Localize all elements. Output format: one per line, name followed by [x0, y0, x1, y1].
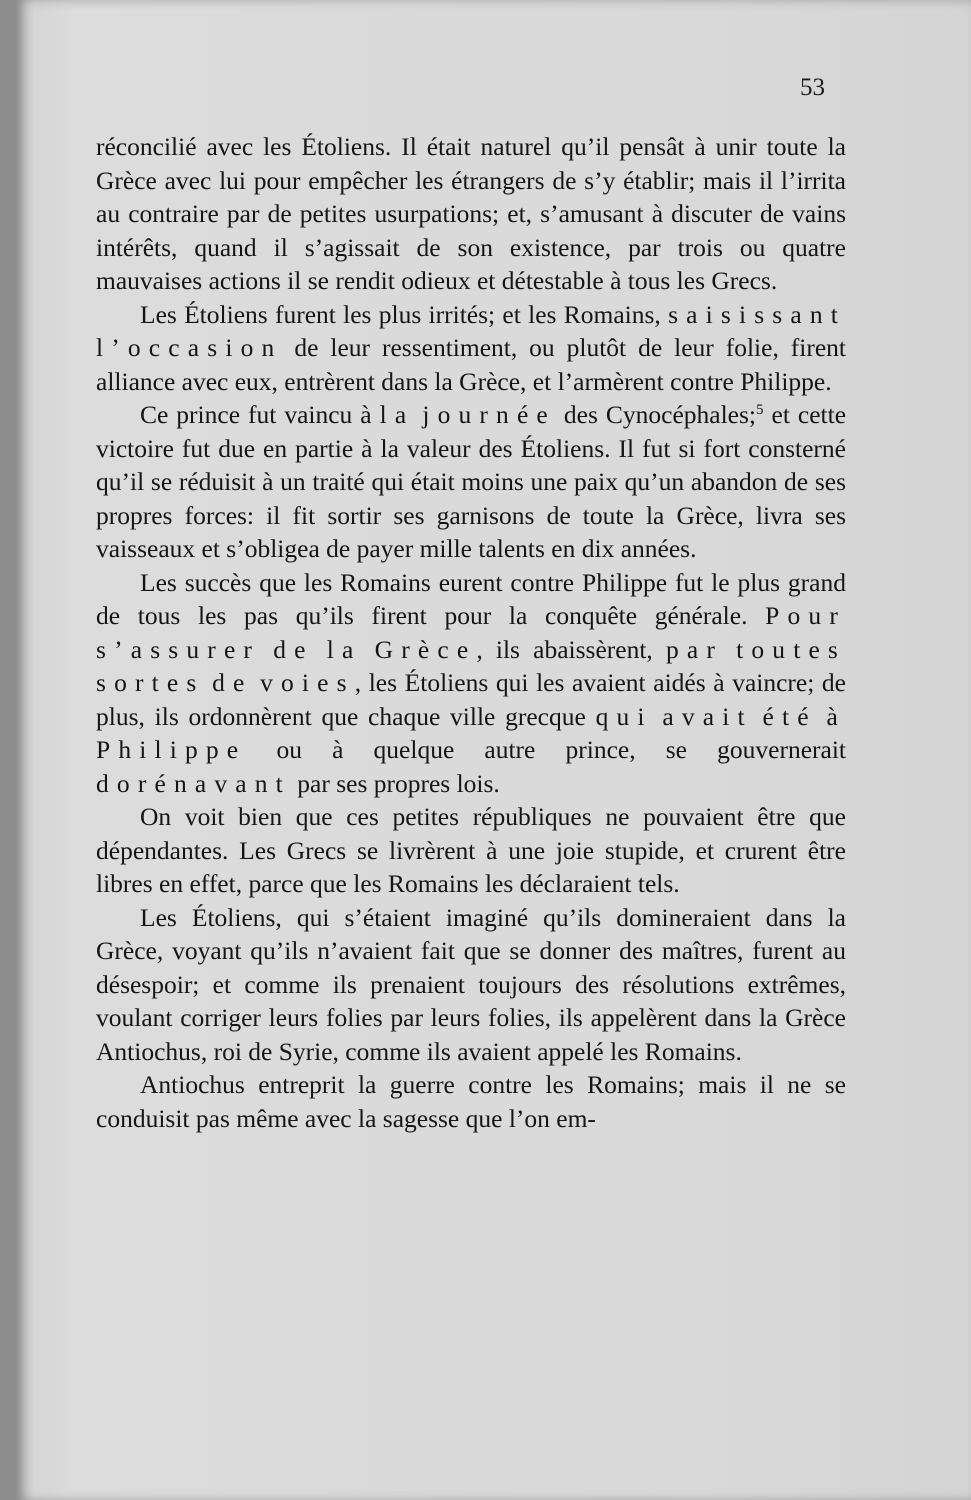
text-run: Les Étoliens, qui s’étaient imaginé qu’ils domineraient dans la Grèce, voyant qu’ils n’avaient fait que se donner des maîtres, furent au désespoir; et comme ils prenaient toujours des résolutions extrêmes, voulant corriger leurs folies par leurs folies, ils appelèrent dans la Grèce Antiochus, roi de Syrie, comme ils avaient appelé les Romains.	[96, 902, 846, 1066]
text-run	[314, 635, 327, 664]
text-run: des Cynocéphales;	[555, 400, 757, 429]
text-run	[723, 635, 736, 664]
spaced-emphasis: l’occasion	[96, 333, 283, 362]
spaced-emphasis: saisissant	[668, 299, 846, 329]
spaced-emphasis: voies	[260, 668, 355, 697]
text-run	[252, 668, 260, 697]
spaced-emphasis: dorénavant	[96, 768, 291, 798]
book-page	[16, 0, 971, 1500]
spaced-emphasis: avait	[662, 701, 753, 731]
footnote-ref: 5	[756, 402, 764, 418]
spaced-emphasis: s’assurer	[96, 634, 261, 664]
text-run: de leur ressentiment, ou plutôt de leur folie, firent alliance avec eux, entrèrent dans la Grèce, et l’armèrent contre Philippe.	[96, 333, 846, 396]
text-run: , ils abaissèrent,	[476, 634, 666, 664]
spaced-emphasis: Philippe	[96, 735, 247, 764]
spaced-emphasis: toutes	[736, 634, 847, 664]
paragraph	[96, 1068, 846, 1135]
text-run: On voit bien que ces petites républiques ne pouvaient être que dépendantes. Les Grecs se livrèrent à une joie stupide, et crurent être libres en effet, parce que les Romains les déclaraient tels.	[96, 802, 846, 898]
spaced-emphasis: la	[379, 400, 415, 429]
spaced-emphasis: journée	[422, 400, 556, 429]
text-run	[362, 635, 375, 664]
text-run	[653, 702, 663, 731]
text-run	[204, 668, 212, 697]
text-run: , les Étoliens qui les avaient aidés à vaincre; de plus, ils ordonnèrent que chaque ville grecque	[96, 668, 847, 731]
text-run: Antiochus entreprit la guerre contre les Romains; mais il ne se conduisit pas même avec la sagesse que l’on em-	[96, 1070, 846, 1133]
paragraph	[96, 398, 846, 566]
spaced-emphasis: de	[273, 634, 314, 664]
paragraph	[96, 901, 846, 1069]
text-run: réconcilié avec les Étoliens. Il était naturel qu’il pensât à unir toute la Grèce avec lui pour empêcher les étrangers de s’y établir; mais il l’irrita au contraire par de petites usurpations; et, s’amusant à discuter de vains intérêts, quand il s’agissait de son existence, par trois ou quatre mauvaises actions il se rendit odieux et détestable à tous les Grecs.	[96, 132, 846, 295]
text-run: et cette victoire fut due en partie à la valeur des Étoliens. Il fut si fort consterné qu’il se réduisit à un traité qui était moins une paix qu’un abandon de ses propres forces: il fit sortir ses garnisons de toute la Grèce, livra ses vaisseaux et s’obligea de payer mille talents en dix années.	[96, 400, 847, 563]
paragraph	[96, 130, 846, 298]
spaced-emphasis: de	[212, 668, 253, 697]
spaced-emphasis: à	[826, 701, 846, 731]
paragraph	[96, 800, 846, 901]
page-number: 53	[800, 74, 825, 101]
spaced-emphasis: par	[665, 634, 723, 664]
paragraph	[96, 298, 846, 399]
spaced-emphasis: été	[762, 701, 817, 731]
paragraph	[96, 566, 846, 801]
text-run: Ce prince fut vaincu à	[140, 400, 380, 429]
text-run	[753, 702, 763, 731]
spaced-emphasis: la	[326, 634, 362, 664]
text-run: ou à quelque autre prince, se gouvernerait	[246, 735, 846, 764]
text-run: Les Étoliens furent les plus irrités; et les Romains,	[140, 299, 669, 329]
text-run	[260, 635, 273, 664]
text-run: par ses propres lois.	[290, 768, 500, 798]
body-text	[96, 130, 846, 1135]
text-run: Les succès que les Romains eurent contre Philippe fut le plus grand de tous les pas qu’ils firent pour la conquête générale.	[96, 567, 846, 630]
spaced-emphasis: Grèce	[374, 634, 477, 664]
spaced-emphasis: Pour	[765, 601, 846, 630]
text-run	[817, 702, 827, 731]
spaced-emphasis: qui	[595, 701, 653, 731]
spaced-emphasis: sortes	[96, 668, 205, 697]
